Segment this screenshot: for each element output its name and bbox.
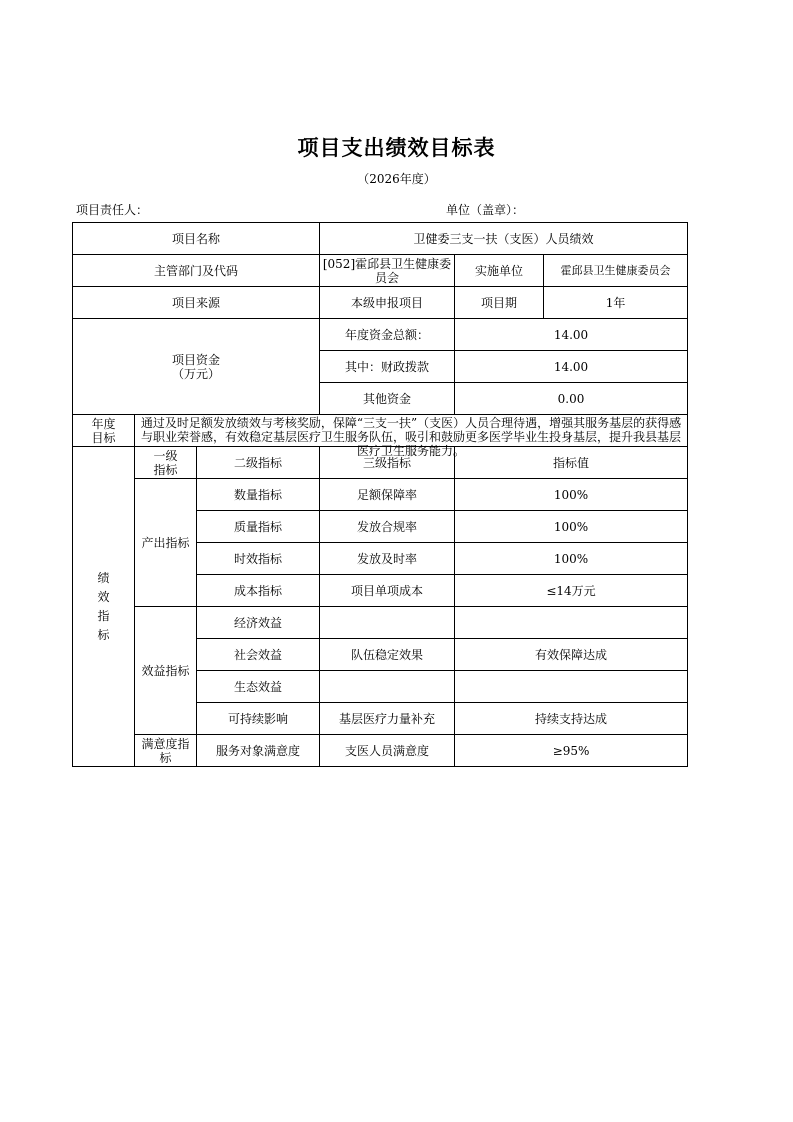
level3-cell: 发放及时率: [320, 543, 455, 575]
benefit-indicator-label: 效益指标: [135, 607, 197, 735]
project-name-label: 项目名称: [73, 223, 320, 255]
annual-total-value: 14.00: [455, 319, 688, 351]
department-label: 主管部门及代码: [73, 255, 320, 287]
perf-char: 效: [97, 589, 110, 604]
page-title: 项目支出绩效目标表: [297, 136, 496, 160]
year-label: （2026年度）: [357, 172, 436, 186]
value-cell: 100%: [455, 479, 688, 511]
level1-header-line2: 指标: [153, 462, 178, 477]
table-row: [73, 479, 688, 511]
satisfaction-label-line2: 标: [159, 750, 172, 765]
level2-cell: 经济效益: [197, 607, 320, 639]
level2-cell: 服务对象满意度: [197, 735, 320, 767]
performance-table: [72, 222, 688, 767]
unit-seal-label: 单位（盖章）：: [446, 203, 525, 217]
project-funds-label-line2: （万元）: [171, 366, 220, 381]
value-cell: ≥95%: [455, 735, 688, 767]
row-department: [73, 255, 688, 287]
level1-header-line1: 一级: [153, 448, 178, 463]
annual-goal-text: 通过及时足额发放绩效与考核奖励，保障“三支一扶”（支医）人员合理待遇，增强其服务基层的获得感与职业荣誉感，有效稳定基层医疗卫生服务队伍，吸引和鼓励更多医学毕业生投身基层，提升我县基层医疗卫生服务能力。: [140, 415, 682, 458]
project-source-label: 项目来源: [73, 287, 320, 319]
level3-cell: [320, 607, 455, 639]
level2-cell: 成本指标: [197, 575, 320, 607]
level3-cell: 支医人员满意度: [320, 735, 455, 767]
project-period-value: 1年: [544, 287, 688, 319]
responsible-person-label: 项目责任人：: [76, 203, 149, 217]
annual-goal-label-line1: 年度: [91, 416, 116, 431]
value-cell: 100%: [455, 511, 688, 543]
project-funds-label: [73, 319, 320, 415]
level2-cell: 生态效益: [197, 671, 320, 703]
level2-cell: 质量指标: [197, 511, 320, 543]
implementing-unit-value: 霍邱县卫生健康委员会: [544, 255, 688, 287]
satisfaction-label-line1: 满意度指: [141, 736, 190, 751]
level1-header: [135, 447, 197, 479]
value-cell: 持续支持达成: [455, 703, 688, 735]
implementing-unit-label: 实施单位: [455, 255, 544, 287]
satisfaction-indicator-label: [135, 735, 197, 767]
row-project-name: [73, 223, 688, 255]
fiscal-allocation-value: 14.00: [455, 351, 688, 383]
output-indicator-label: 产出指标: [135, 479, 197, 607]
level2-cell: 时效指标: [197, 543, 320, 575]
level3-cell: [320, 671, 455, 703]
table-row: [73, 735, 688, 767]
level2-cell: 社会效益: [197, 639, 320, 671]
level3-cell: 足额保障率: [320, 479, 455, 511]
project-source-value: 本级申报项目: [320, 287, 455, 319]
value-cell: [455, 671, 688, 703]
value-cell: 100%: [455, 543, 688, 575]
table-row: [73, 607, 688, 639]
annual-total-label: 年度资金总额：: [320, 319, 455, 351]
level2-header: 二级指标: [197, 447, 320, 479]
other-funds-value: 0.00: [455, 383, 688, 415]
perf-char: 标: [97, 627, 110, 642]
annual-goal-label: [73, 415, 135, 447]
project-name-value: 卫健委三支一扶（支医）人员绩效: [320, 223, 688, 255]
level3-cell: 基层医疗力量补充: [320, 703, 455, 735]
row-funds-total: [73, 319, 688, 351]
performance-indicator-label: [73, 447, 135, 767]
project-period-label: 项目期: [455, 287, 544, 319]
perf-char: 绩: [97, 570, 110, 585]
level3-cell: 项目单项成本: [320, 575, 455, 607]
value-cell: ≤14万元: [455, 575, 688, 607]
row-annual-goal: [73, 415, 688, 447]
level2-cell: 可持续影响: [197, 703, 320, 735]
other-funds-label: 其他资金: [320, 383, 455, 415]
project-funds-label-line1: 项目资金: [171, 352, 220, 367]
value-cell: [455, 607, 688, 639]
indicator-value-header: 指标值: [455, 447, 688, 479]
department-value: [052]霍邱县卫生健康委员会: [320, 255, 455, 287]
perf-char: 指: [97, 608, 110, 623]
level3-header: 三级指标: [320, 447, 455, 479]
level3-cell: 发放合规率: [320, 511, 455, 543]
annual-goal-label-line2: 目标: [91, 430, 116, 445]
row-project-source: [73, 287, 688, 319]
level2-cell: 数量指标: [197, 479, 320, 511]
value-cell: 有效保障达成: [455, 639, 688, 671]
fiscal-allocation-label: 其中：财政拨款: [320, 351, 455, 383]
level3-cell: 队伍稳定效果: [320, 639, 455, 671]
